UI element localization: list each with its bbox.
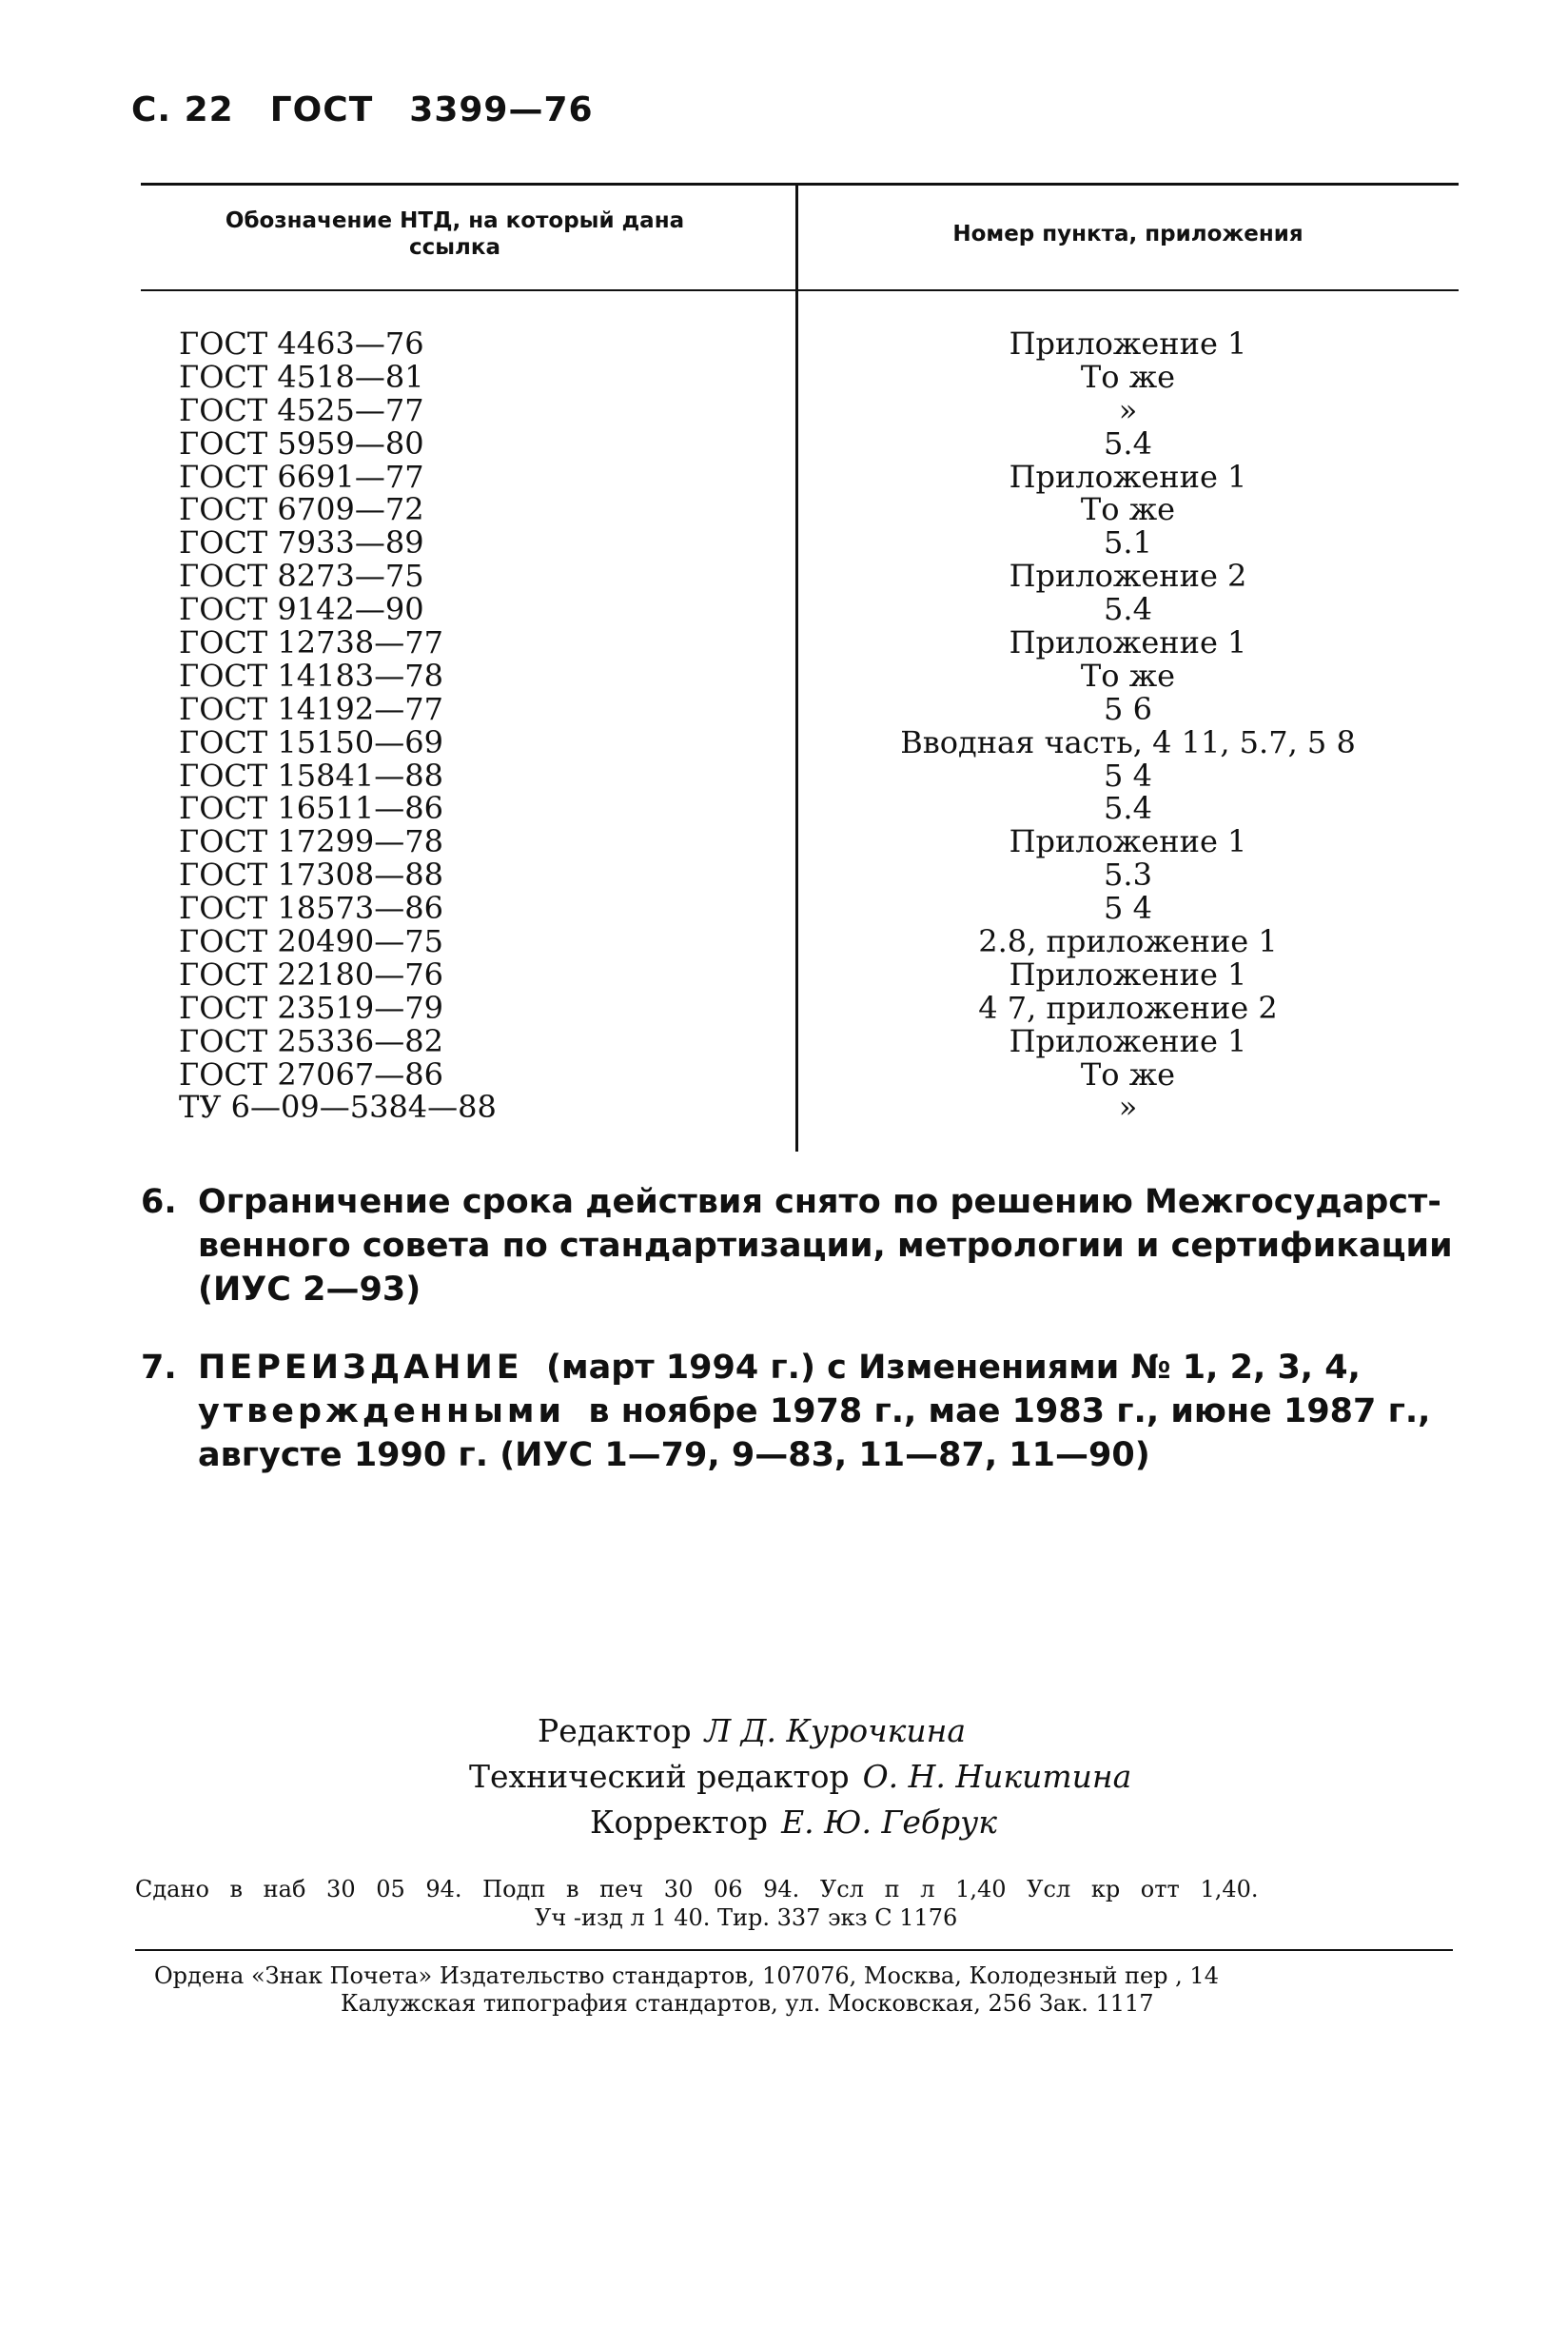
row-doc: ГОСТ 17308—88 xyxy=(179,857,443,894)
row-ref: » xyxy=(1118,1089,1138,1126)
row-doc: ГОСТ 12738—77 xyxy=(179,624,443,661)
standard-number: 3399—76 xyxy=(409,90,594,129)
row-ref: То же xyxy=(1080,1055,1176,1093)
row-ref: 5.4 xyxy=(1104,424,1152,462)
table-row xyxy=(141,989,1459,1026)
note-7 xyxy=(141,1346,1459,1477)
note-text-line xyxy=(198,1346,1459,1390)
tech-editor-name: О. Н. Никитина xyxy=(862,1758,1132,1795)
row-doc: ГОСТ 5959—80 xyxy=(179,424,424,462)
table-row xyxy=(141,858,1459,892)
row-doc: ГОСТ 4525—77 xyxy=(179,391,424,428)
table-rows xyxy=(141,327,1459,1124)
reference-table xyxy=(141,183,1459,1152)
editor-role: Редактор xyxy=(538,1712,692,1749)
table-row xyxy=(141,792,1459,825)
note-text-line xyxy=(198,1390,1459,1433)
row-ref: Приложение 1 xyxy=(1009,956,1247,993)
imprint-line: Сдано в наб 30 05 94. Подп в печ 30 06 94. Усл п л 1,40 Усл кр отт 1,40. xyxy=(135,1876,1259,1902)
row-doc: ГОСТ 7933—89 xyxy=(179,524,424,562)
table-row xyxy=(141,1055,1459,1093)
table-row xyxy=(141,958,1459,992)
row-ref: То же xyxy=(1080,491,1176,528)
table-row xyxy=(141,424,1459,462)
row-doc: ГОСТ 15841—88 xyxy=(179,757,443,794)
row-doc: ГОСТ 23519—79 xyxy=(179,989,443,1026)
row-ref: Приложение 2 xyxy=(1009,558,1247,595)
row-ref: Приложение 1 xyxy=(1009,624,1247,661)
row-doc: ГОСТ 14183—78 xyxy=(179,657,443,694)
row-doc: ГОСТ 6691—77 xyxy=(179,458,424,495)
print-imprint xyxy=(135,1875,1453,1932)
row-ref: 5.4 xyxy=(1104,591,1152,628)
table-row xyxy=(141,825,1459,858)
table-row xyxy=(141,626,1459,660)
corrector-name: Е. Ю. Гебрук xyxy=(781,1804,997,1841)
tech-editor-role: Технический редактор xyxy=(469,1758,850,1795)
note-text-line: Ограничение срока действия снято по решению Межгосударст- xyxy=(198,1183,1441,1221)
printer-line: Калужская типография стандартов, ул. Московская, 256 Зак. 1117 xyxy=(341,1990,1154,2017)
page-header xyxy=(131,90,630,129)
table-row xyxy=(141,458,1459,495)
note-text-line: августе 1990 г. (ИУС 1—79, 9—83, 11—87, 11—90) xyxy=(198,1436,1150,1474)
row-doc: ГОСТ 15150—69 xyxy=(179,723,443,760)
imprint-line: Уч -изд л 1 40. Тир. 337 экз С 1176 xyxy=(535,1904,958,1931)
row-doc: ГОСТ 4518—81 xyxy=(179,358,424,395)
row-doc: ГОСТ 25336—82 xyxy=(179,1022,443,1059)
table-row xyxy=(141,690,1459,727)
reissue-label: ПЕРЕИЗДАНИЕ xyxy=(198,1349,523,1387)
table-row xyxy=(141,560,1459,593)
table-header-rule xyxy=(141,289,1459,291)
table-row xyxy=(141,657,1459,694)
row-doc: ГОСТ 14192—77 xyxy=(179,690,443,727)
publisher-info xyxy=(154,1962,1467,2018)
table-row xyxy=(141,358,1459,395)
approved-label: утвержденными xyxy=(198,1392,566,1430)
row-ref: 5 4 xyxy=(1104,890,1152,927)
table-row xyxy=(141,759,1459,793)
tech-editor-line xyxy=(469,1754,1131,1800)
row-ref: 5 6 xyxy=(1104,690,1152,727)
table-row xyxy=(141,925,1459,958)
editor-line xyxy=(538,1708,966,1754)
row-ref: То же xyxy=(1080,657,1176,694)
page-number: С. 22 xyxy=(131,90,234,129)
row-ref: Приложение 1 xyxy=(1009,1022,1247,1059)
row-ref: 5.4 xyxy=(1104,790,1152,827)
approved-dates: в ноябре 1978 г., мае 1983 г., июне 1987 г., xyxy=(588,1392,1431,1430)
standard-label: ГОСТ xyxy=(269,90,374,129)
imprint-rule xyxy=(135,1949,1453,1951)
reissue-details: (март 1994 г.) с Изменениями № 1, 2, 3, 4, xyxy=(546,1349,1361,1387)
row-doc: ГОСТ 6709—72 xyxy=(179,491,424,528)
row-ref: 4 7, приложение 2 xyxy=(978,989,1278,1026)
note-6 xyxy=(141,1180,1459,1311)
row-doc: ГОСТ 18573—86 xyxy=(179,890,443,927)
table-top-rule xyxy=(141,183,1459,186)
note-number: 7. xyxy=(141,1349,177,1387)
row-doc: ГОСТ 22180—76 xyxy=(179,956,443,993)
row-ref: Приложение 1 xyxy=(1009,823,1247,860)
column-header-document: Обозначение НТД, на который дана ссылка xyxy=(225,208,685,260)
table-row xyxy=(141,391,1459,428)
row-doc: ТУ 6—09—5384—88 xyxy=(179,1089,497,1126)
table-row xyxy=(141,493,1459,526)
row-ref: » xyxy=(1118,391,1138,428)
table-row xyxy=(141,526,1459,560)
row-doc: ГОСТ 20490—75 xyxy=(179,923,443,960)
corrector-role: Корректор xyxy=(590,1804,769,1841)
row-ref: Вводная часть, 4 11, 5.7, 5 8 xyxy=(900,723,1356,760)
table-row xyxy=(141,1022,1459,1059)
row-ref: 2.8, приложение 1 xyxy=(978,923,1278,960)
row-doc: ГОСТ 4463—76 xyxy=(179,325,424,362)
row-doc: ГОСТ 8273—75 xyxy=(179,558,424,595)
table-row xyxy=(141,593,1459,626)
row-ref: 5.1 xyxy=(1104,524,1152,562)
note-text-line: венного совета по стандартизации, метрологии и сертификации xyxy=(198,1227,1453,1265)
corrector-line xyxy=(590,1800,997,1845)
note-number: 6. xyxy=(141,1183,177,1221)
row-doc: ГОСТ 9142—90 xyxy=(179,591,424,628)
row-doc: ГОСТ 17299—78 xyxy=(179,823,443,860)
row-ref: 5.3 xyxy=(1104,857,1152,894)
column-header-clause: Номер пункта, приложения xyxy=(952,222,1303,246)
row-doc: ГОСТ 16511—86 xyxy=(179,790,443,827)
row-doc: ГОСТ 27067—86 xyxy=(179,1055,443,1093)
editor-name: Л Д. Курочкина xyxy=(704,1712,967,1749)
table-row xyxy=(141,723,1459,760)
table-row xyxy=(141,327,1459,361)
row-ref: 5 4 xyxy=(1104,757,1152,794)
notes-list xyxy=(141,1180,1459,1511)
publisher-line: Ордена «Знак Почета» Издательство стандартов, 107076, Москва, Колодезный пер , 14 xyxy=(154,1962,1219,1989)
note-text-line: (ИУС 2—93) xyxy=(198,1271,421,1309)
row-ref: То же xyxy=(1080,358,1176,395)
table-row xyxy=(141,892,1459,925)
row-ref: Приложение 1 xyxy=(1009,325,1247,362)
row-ref: Приложение 1 xyxy=(1009,458,1247,495)
table-row xyxy=(141,1091,1459,1124)
